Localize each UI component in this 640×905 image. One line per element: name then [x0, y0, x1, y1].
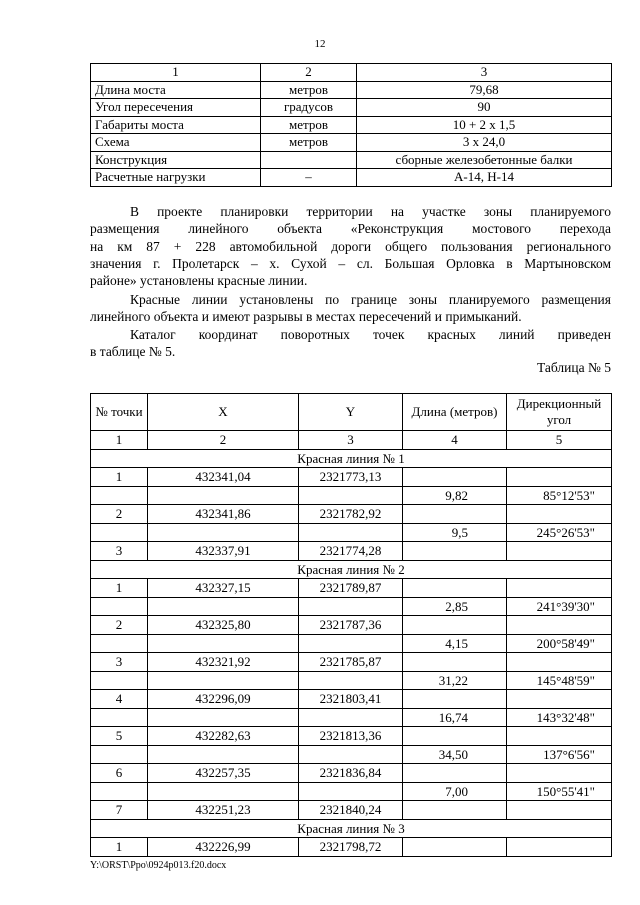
paragraph-line: размещения линейного объекта «Реконструкция мостового перехода: [90, 221, 611, 237]
param-value: 10 + 2 х 1,5: [357, 116, 612, 134]
segment-length: 31,22: [403, 671, 507, 690]
segment-angle: 137°6'56": [507, 745, 612, 764]
point-row: [91, 764, 612, 783]
segment-row: [91, 745, 612, 764]
empty-cell: [148, 523, 299, 542]
point-x: 432325,80: [148, 616, 299, 635]
paragraph-line: значения г. Пролетарск – х. Сухой – сл. Большая Орловка в Мартыновском: [90, 255, 611, 271]
params-row: [91, 99, 612, 117]
header-point: № точки: [91, 394, 148, 431]
section-title-row: [91, 449, 612, 468]
point-row: [91, 690, 612, 709]
segment-row: [91, 782, 612, 801]
point-y: 2321785,87: [299, 653, 403, 672]
point-x: 432282,63: [148, 727, 299, 746]
table-caption: Таблица № 5: [537, 360, 611, 375]
empty-cell: [403, 764, 507, 783]
empty-cell: [91, 597, 148, 616]
header-x: X: [148, 394, 299, 431]
empty-cell: [507, 653, 612, 672]
segment-length: 4,15: [403, 634, 507, 653]
empty-cell: [299, 597, 403, 616]
point-y: 2321840,24: [299, 801, 403, 820]
section-title-row: [91, 560, 612, 579]
param-name: Длина моста: [91, 81, 261, 99]
point-number: 1: [91, 838, 148, 857]
param-value: А-14, Н-14: [357, 169, 612, 187]
segment-angle: 145°48'59": [507, 671, 612, 690]
point-y: 2321787,36: [299, 616, 403, 635]
paragraph-line: линейного объекта и имеют разрывы в местах пересечений и примыканий.: [90, 309, 522, 325]
point-number: 3: [91, 542, 148, 561]
point-row: [91, 801, 612, 820]
paragraph-line: Красные линии установлены по границе зоны планируемого размещения: [130, 292, 611, 307]
segment-angle: 245°26'53": [507, 523, 612, 542]
col-number: 4: [403, 431, 507, 450]
paragraph-catalog-reference: [90, 326, 611, 361]
param-unit: –: [261, 169, 357, 187]
point-row: [91, 616, 612, 635]
empty-cell: [403, 801, 507, 820]
point-x: 432226,99: [148, 838, 299, 857]
empty-cell: [403, 542, 507, 561]
point-number: 2: [91, 505, 148, 524]
empty-cell: [148, 671, 299, 690]
point-number: 1: [91, 579, 148, 598]
segment-angle: 85°12'53": [507, 486, 612, 505]
page-number: 12: [314, 38, 326, 50]
point-number: 4: [91, 690, 148, 709]
header-angle: Дирекционный угол: [507, 394, 612, 431]
col-number: 2: [148, 431, 299, 450]
empty-cell: [299, 486, 403, 505]
coords-col-numbers-row: [91, 431, 612, 450]
param-name: Схема: [91, 134, 261, 152]
empty-cell: [403, 616, 507, 635]
point-number: 5: [91, 727, 148, 746]
param-unit: градусов: [261, 99, 357, 117]
segment-angle: 241°39'30": [507, 597, 612, 616]
param-unit: метров: [261, 81, 357, 99]
point-y: 2321782,92: [299, 505, 403, 524]
point-y: 2321836,84: [299, 764, 403, 783]
paragraph-line: Каталог координат поворотных точек красных линий приведен: [130, 327, 611, 342]
segment-angle: 143°32'48": [507, 708, 612, 727]
empty-cell: [299, 708, 403, 727]
segment-angle: 200°58'49": [507, 634, 612, 653]
empty-cell: [507, 838, 612, 857]
empty-cell: [91, 486, 148, 505]
empty-cell: [91, 671, 148, 690]
empty-cell: [91, 782, 148, 801]
empty-cell: [148, 634, 299, 653]
point-x: 432327,15: [148, 579, 299, 598]
paragraph-red-lines-border: [90, 291, 611, 326]
point-y: 2321789,87: [299, 579, 403, 598]
param-name: Угол пересечения: [91, 99, 261, 117]
params-col-number: 3: [357, 64, 612, 82]
segment-row: [91, 634, 612, 653]
empty-cell: [403, 468, 507, 487]
empty-cell: [403, 727, 507, 746]
section-title-row: [91, 819, 612, 838]
empty-cell: [148, 597, 299, 616]
point-y: 2321798,72: [299, 838, 403, 857]
point-x: 432337,91: [148, 542, 299, 561]
param-name: Конструкция: [91, 151, 261, 169]
segment-length: 2,85: [403, 597, 507, 616]
point-row: [91, 468, 612, 487]
coordinates-table: [90, 393, 612, 857]
header-y: Y: [299, 394, 403, 431]
empty-cell: [148, 708, 299, 727]
paragraph-line: на км 87 + 228 автомобильной дороги общего пользования регионального: [90, 238, 611, 254]
point-y: 2321813,36: [299, 727, 403, 746]
point-number: 2: [91, 616, 148, 635]
empty-cell: [148, 745, 299, 764]
point-row: [91, 727, 612, 746]
empty-cell: [91, 708, 148, 727]
empty-cell: [403, 505, 507, 524]
param-name: Расчетные нагрузки: [91, 169, 261, 187]
segment-length: 34,50: [403, 745, 507, 764]
empty-cell: [507, 801, 612, 820]
empty-cell: [507, 727, 612, 746]
segment-row: [91, 671, 612, 690]
param-value: 3 х 24,0: [357, 134, 612, 152]
col-number: 5: [507, 431, 612, 450]
section-title: Красная линия № 3: [91, 819, 612, 838]
section-title: Красная линия № 1: [91, 449, 612, 468]
point-x: 432341,04: [148, 468, 299, 487]
segment-row: [91, 597, 612, 616]
empty-cell: [507, 579, 612, 598]
params-header-row: [91, 64, 612, 82]
point-x: 432296,09: [148, 690, 299, 709]
point-row: [91, 838, 612, 857]
empty-cell: [299, 634, 403, 653]
point-row: [91, 579, 612, 598]
segment-length: 9,5: [403, 523, 507, 542]
bridge-parameters-table: [90, 63, 612, 187]
empty-cell: [91, 523, 148, 542]
param-unit: [261, 151, 357, 169]
empty-cell: [507, 468, 612, 487]
point-number: 1: [91, 468, 148, 487]
header-length: Длина (метров): [403, 394, 507, 431]
param-value: 79,68: [357, 81, 612, 99]
segment-row: [91, 708, 612, 727]
point-x: 432251,23: [148, 801, 299, 820]
param-value: 90: [357, 99, 612, 117]
point-y: 2321774,28: [299, 542, 403, 561]
empty-cell: [91, 634, 148, 653]
point-x: 432321,92: [148, 653, 299, 672]
segment-angle: 150°55'41": [507, 782, 612, 801]
point-row: [91, 542, 612, 561]
empty-cell: [403, 579, 507, 598]
param-unit: метров: [261, 116, 357, 134]
empty-cell: [91, 745, 148, 764]
segment-row: [91, 523, 612, 542]
segment-length: 7,00: [403, 782, 507, 801]
params-row: [91, 134, 612, 152]
point-y: 2321803,41: [299, 690, 403, 709]
params-col-number: 2: [261, 64, 357, 82]
empty-cell: [148, 486, 299, 505]
params-row: [91, 151, 612, 169]
point-x: 432257,35: [148, 764, 299, 783]
empty-cell: [299, 745, 403, 764]
coords-header-row: [91, 394, 612, 431]
param-value: сборные железобетонные балки: [357, 151, 612, 169]
empty-cell: [299, 523, 403, 542]
params-row: [91, 169, 612, 187]
empty-cell: [148, 782, 299, 801]
point-x: 432341,86: [148, 505, 299, 524]
empty-cell: [403, 838, 507, 857]
point-y: 2321773,13: [299, 468, 403, 487]
paragraph-line: в таблице № 5.: [90, 344, 176, 360]
segment-length: 16,74: [403, 708, 507, 727]
empty-cell: [507, 542, 612, 561]
empty-cell: [507, 616, 612, 635]
paragraph-line: районе» установлены красные линии.: [90, 273, 308, 289]
point-row: [91, 505, 612, 524]
section-title: Красная линия № 2: [91, 560, 612, 579]
params-col-number: 1: [91, 64, 261, 82]
empty-cell: [507, 764, 612, 783]
point-number: 7: [91, 801, 148, 820]
param-name: Габариты моста: [91, 116, 261, 134]
point-row: [91, 653, 612, 672]
empty-cell: [299, 782, 403, 801]
col-number: 3: [299, 431, 403, 450]
empty-cell: [507, 690, 612, 709]
empty-cell: [403, 690, 507, 709]
col-number: 1: [91, 431, 148, 450]
point-number: 6: [91, 764, 148, 783]
param-unit: метров: [261, 134, 357, 152]
params-row: [91, 81, 612, 99]
empty-cell: [507, 505, 612, 524]
file-path-footer: Y:\ORST\Ppo\0924p013.f20.docx: [90, 860, 227, 871]
segment-length: 9,82: [403, 486, 507, 505]
params-row: [91, 116, 612, 134]
point-number: 3: [91, 653, 148, 672]
empty-cell: [299, 671, 403, 690]
paragraph-red-lines-intro: [90, 203, 611, 289]
paragraph-line: В проекте планировки территории на участке зоны планируемого: [130, 204, 611, 219]
empty-cell: [403, 653, 507, 672]
segment-row: [91, 486, 612, 505]
